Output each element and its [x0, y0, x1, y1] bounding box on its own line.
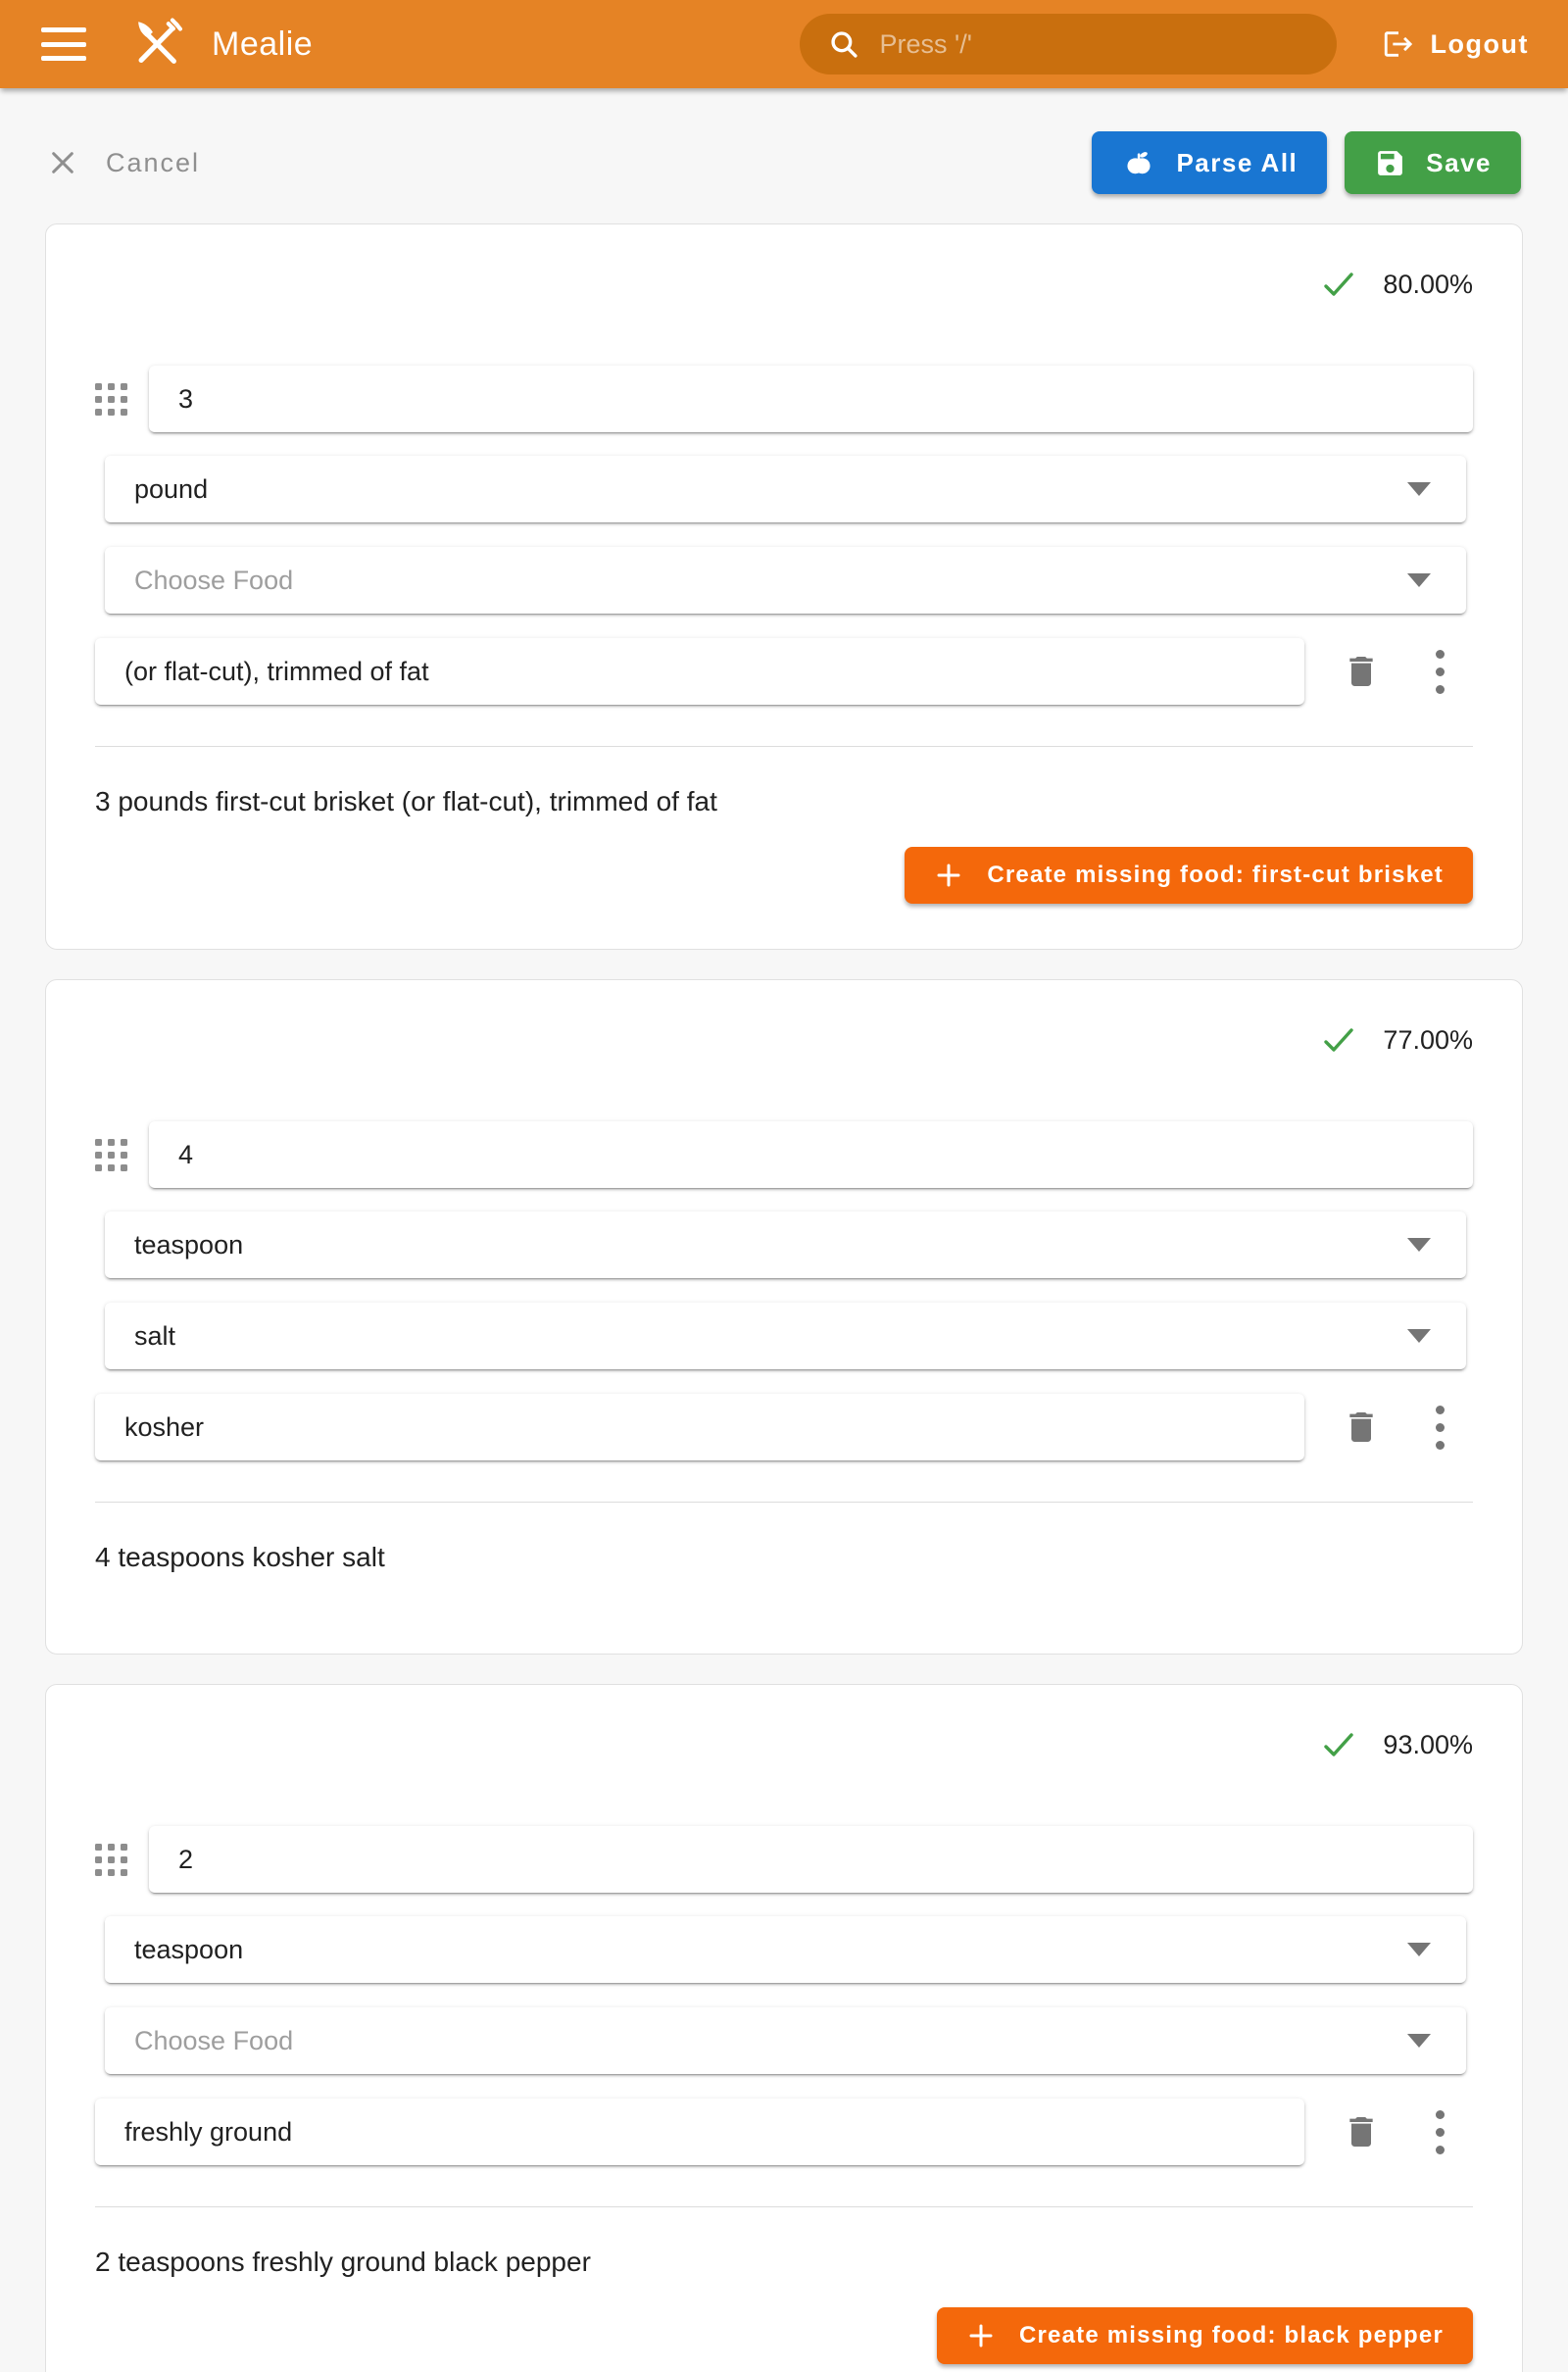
quantity-input[interactable] — [149, 1121, 1473, 1188]
food-placeholder: Choose Food — [134, 2025, 294, 2055]
close-icon — [47, 147, 78, 178]
food-select[interactable] — [105, 2007, 1466, 2074]
quantity-field[interactable] — [149, 1121, 1473, 1188]
note-input[interactable] — [95, 2099, 1304, 2165]
cancel-button[interactable] — [47, 147, 200, 178]
chevron-down-icon — [1407, 573, 1431, 587]
parse-all-button[interactable] — [1092, 131, 1327, 194]
more-options-button[interactable] — [1422, 1402, 1457, 1453]
chevron-down-icon — [1407, 2034, 1431, 2048]
unit-value: pound — [134, 473, 209, 504]
save-button[interactable] — [1345, 131, 1521, 194]
unit-value: teaspoon — [134, 1229, 244, 1260]
divider — [95, 746, 1473, 747]
confidence-value: 77.00% — [1383, 1024, 1473, 1055]
delete-button[interactable] — [1336, 1402, 1387, 1453]
cancel-label: Cancel — [106, 147, 201, 177]
search-input[interactable] — [800, 14, 1337, 74]
food-select[interactable] — [105, 1303, 1466, 1369]
check-icon — [1320, 266, 1357, 303]
search-icon — [827, 27, 860, 61]
search-placeholder: Press '/' — [879, 28, 972, 59]
unit-select[interactable] — [105, 456, 1466, 522]
save-icon — [1374, 147, 1406, 179]
app-title: Mealie — [212, 25, 314, 63]
mealie-logo-icon — [127, 15, 186, 74]
note-field[interactable] — [95, 1394, 1304, 1460]
unit-select[interactable] — [105, 1211, 1466, 1278]
food-value: salt — [134, 1320, 176, 1351]
quantity-field[interactable] — [149, 1826, 1473, 1893]
plus-icon — [966, 2321, 996, 2350]
quantity-input[interactable] — [149, 1826, 1473, 1893]
divider — [95, 2206, 1473, 2207]
delete-button[interactable] — [1336, 2106, 1387, 2157]
confidence-row — [95, 266, 1473, 303]
menu-icon[interactable] — [41, 27, 86, 61]
create-missing-food-button[interactable] — [905, 847, 1473, 904]
create-missing-food-label: Create missing food: first-cut brisket — [987, 862, 1444, 888]
food-select[interactable] — [105, 547, 1466, 614]
more-options-button[interactable] — [1422, 646, 1457, 697]
quantity-field[interactable] — [149, 366, 1473, 432]
confidence-row — [95, 1726, 1473, 1763]
food-placeholder: Choose Food — [134, 565, 294, 595]
more-options-button[interactable] — [1422, 2106, 1457, 2157]
unit-value: teaspoon — [134, 1934, 244, 1964]
original-ingredient-text: 2 teaspoons freshly ground black pepper — [95, 2247, 591, 2277]
logout-button[interactable] — [1382, 27, 1529, 61]
drag-handle-icon[interactable] — [95, 1139, 127, 1171]
original-ingredient-text: 3 pounds first-cut brisket (or flat-cut), trimmed of fat — [95, 786, 717, 816]
note-field[interactable] — [95, 638, 1304, 705]
drag-handle-icon[interactable] — [95, 1844, 127, 1876]
app-bar — [0, 0, 1568, 88]
check-icon — [1320, 1726, 1357, 1763]
confidence-value: 93.00% — [1383, 1729, 1473, 1759]
chevron-down-icon — [1407, 1238, 1431, 1252]
parse-all-label: Parse All — [1176, 147, 1298, 177]
unit-select[interactable] — [105, 1916, 1466, 1983]
quantity-input[interactable] — [149, 366, 1473, 432]
apple-icon — [1121, 145, 1156, 180]
drag-handle-icon[interactable] — [95, 383, 127, 416]
note-input[interactable] — [95, 638, 1304, 705]
logout-icon — [1382, 27, 1415, 61]
original-ingredient-text: 4 teaspoons kosher salt — [95, 1542, 385, 1572]
chevron-down-icon — [1407, 482, 1431, 496]
plus-icon — [934, 861, 963, 890]
check-icon — [1320, 1021, 1357, 1059]
create-missing-food-button[interactable] — [937, 2307, 1473, 2364]
trash-icon — [1342, 1407, 1381, 1448]
note-input[interactable] — [95, 1394, 1304, 1460]
save-label: Save — [1426, 147, 1492, 177]
ingredient-card — [45, 223, 1523, 950]
chevron-down-icon — [1407, 1329, 1431, 1343]
delete-button[interactable] — [1336, 646, 1387, 697]
toolbar — [47, 131, 1521, 194]
trash-icon — [1342, 2111, 1381, 2152]
confidence-value: 80.00% — [1383, 269, 1473, 299]
chevron-down-icon — [1407, 1943, 1431, 1956]
create-missing-food-label: Create missing food: black pepper — [1018, 2322, 1444, 2348]
note-field[interactable] — [95, 2099, 1304, 2165]
divider — [95, 1502, 1473, 1503]
confidence-row — [95, 1021, 1473, 1059]
ingredient-card — [45, 979, 1523, 1655]
trash-icon — [1342, 651, 1381, 692]
logout-label: Logout — [1430, 28, 1529, 59]
ingredient-card — [45, 1684, 1523, 2372]
